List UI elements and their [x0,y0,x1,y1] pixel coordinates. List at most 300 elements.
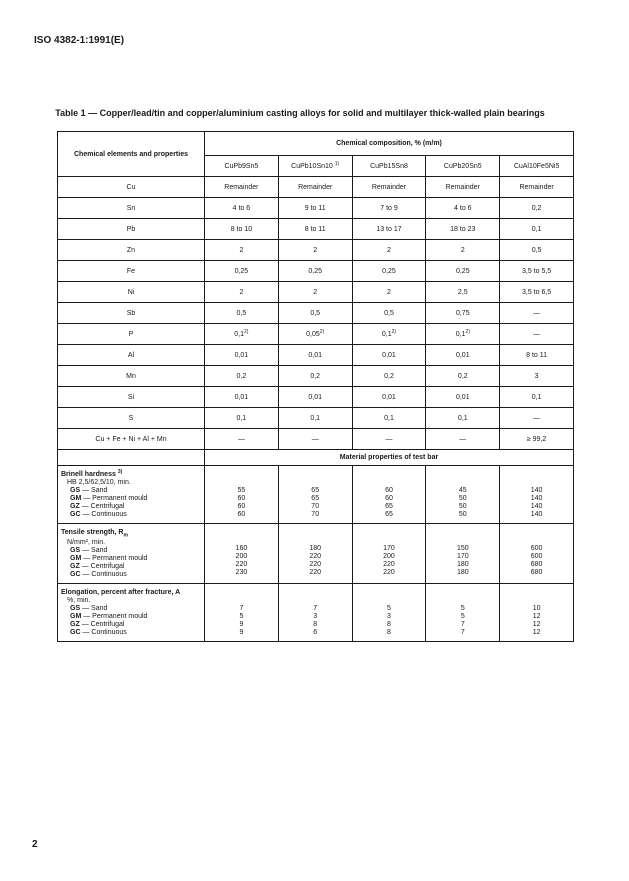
property-title [61,589,204,597]
composition-value: 0,01 [234,393,249,401]
casting-code: GC [70,571,81,579]
composition-cell [426,408,500,429]
composition-cell [205,282,279,303]
composition-cell [278,387,352,408]
property-values-cell [205,466,279,524]
casting-code: GZ [70,503,80,510]
composition-value: 0,05 [306,330,320,338]
casting-method [61,571,204,579]
casting-code: GZ [70,621,80,629]
element-name: Si [58,387,205,408]
composition-value: 0,01 [382,351,396,359]
property-value: 140 [530,495,543,502]
page-number: 2 [32,839,38,850]
property-value: 8 [387,621,391,629]
property-values-cell [500,584,574,642]
composition-cell [426,303,500,324]
element-row [58,219,574,240]
property-value: 5 [460,605,465,613]
element-name: Ni [58,282,205,303]
casting-code: GZ [70,563,80,571]
composition-cell [205,177,279,198]
property-value: 230 [235,569,248,576]
property-footnote-ref: 3) [117,469,123,475]
property-subtitle: %, min. [67,597,91,605]
composition-cell [426,387,500,408]
casting-desc: — Sand [82,605,108,613]
composition-value: 2 [313,288,318,296]
composition-cell [500,240,574,261]
document-header: ISO 4382-1:1991(E) [34,35,125,46]
casting-method [61,563,204,571]
casting-method [61,621,204,629]
alloy-name-cell [278,156,352,177]
composition-cell [352,345,426,366]
property-value: 50 [458,495,467,502]
property-value: 9 [239,629,244,637]
alloy-name: CuPb20Sn5 [426,156,500,177]
property-value: 60 [237,503,246,510]
element-name: Pb [58,219,205,240]
composition-value: 4 to 6 [232,204,251,212]
property-value: 220 [383,569,395,576]
element-name: Fe [58,261,205,282]
alloy-table [57,131,574,642]
element-row [58,387,574,408]
property-value: 8 [313,621,318,629]
element-row [58,345,574,366]
composition-cell [500,324,574,345]
composition-value: Remainder [224,183,259,191]
composition-value: 0,1 [531,225,542,233]
property-values-cell [500,524,574,584]
composition-value: 0,25 [308,267,322,275]
alloy-name: CuPb15Sn8 [352,156,426,177]
composition-cell [205,303,279,324]
composition-cell [352,303,426,324]
composition-cell [352,408,426,429]
composition-cell [500,408,574,429]
property-value: 8 [387,629,391,637]
composition-cell [278,303,352,324]
composition-value: Remainder [371,183,407,191]
property-value: 50 [458,511,467,518]
composition-cell [500,177,574,198]
composition-cell [352,387,426,408]
property-value: 5 [460,613,465,621]
alloy-footnote-ref: 1) [334,160,340,167]
casting-method [61,547,204,555]
property-value: 50 [458,503,467,510]
composition-cell [500,282,574,303]
composition-value: 0,01 [234,351,249,359]
property-value: 70 [311,503,320,510]
composition-cell [278,240,352,261]
property-title-text: Tensile strength, R [61,529,124,536]
casting-desc: — Permanent mould [83,495,148,502]
composition-cell [278,324,352,345]
property-value: 160 [235,545,248,552]
property-value: 3 [313,613,318,621]
casting-desc: — Sand [82,487,108,494]
composition-value: 2,5 [457,288,468,296]
composition-value: 0,1 [531,393,542,401]
casting-method [61,503,204,511]
property-title [61,471,204,479]
composition-cell [205,366,279,387]
alloy-name: CuPb10Sn10 [291,162,333,170]
composition-cell [205,345,279,366]
property-value: 180 [309,545,322,552]
property-value: 60 [385,487,393,494]
composition-cell [500,261,574,282]
composition-cell [352,177,426,198]
element-name: Sn [58,198,205,219]
composition-cell [500,198,574,219]
property-value: 9 [239,621,244,629]
composition-value: 0,1 [234,330,245,338]
composition-cell [426,324,500,345]
composition-value: 0,5 [384,309,394,317]
element-row [58,324,574,345]
casting-code: GM [70,613,82,621]
property-values-cell [205,584,279,642]
composition-cell [352,219,426,240]
composition-value: 0,1 [310,414,321,422]
element-row [58,303,574,324]
property-value: 140 [530,511,543,518]
casting-desc: — Centrifugal [81,621,125,629]
composition-value: — [311,435,319,443]
casting-code: GM [70,555,82,563]
composition-cell [426,198,500,219]
composition-value: — [459,435,467,443]
composition-value: 0,2 [457,372,468,380]
composition-value: Remainder [445,183,480,191]
composition-value: Remainder [298,183,333,191]
casting-code: GC [70,629,81,637]
property-section [58,524,574,584]
property-value: 12 [532,613,541,621]
composition-value: 3 [534,372,539,380]
casting-method [61,613,204,621]
casting-desc: — Continuous [82,629,127,637]
property-value: 220 [309,569,322,576]
p-footnote-ref: 2) [244,328,249,335]
property-label-cell [58,584,205,642]
property-value: 7 [460,629,465,637]
element-row [58,240,574,261]
property-value: 10 [532,605,541,613]
composition-cell [278,177,352,198]
composition-value: 4 to 6 [454,204,472,212]
property-values-cell [278,584,352,642]
composition-cell [426,429,500,450]
composition-cell [500,219,574,240]
element-row [58,261,574,282]
composition-cell [426,282,500,303]
casting-method [61,605,204,613]
property-value: 5 [239,613,244,621]
composition-value: 8 to 11 [526,351,548,359]
property-value: 220 [383,561,395,568]
property-value: 220 [309,553,322,560]
composition-cell [500,387,574,408]
composition-cell [205,429,279,450]
property-values-cell [352,466,426,524]
composition-value: 0,25 [455,267,470,275]
composition-value: 0,01 [382,393,396,401]
composition-value: 0,25 [382,267,396,275]
composition-value: 7 to 9 [380,204,398,212]
property-value: 5 [387,605,391,613]
composition-value: 18 to 23 [450,225,476,233]
element-name: Sb [58,303,205,324]
property-value: 600 [530,553,543,560]
composition-cell [500,303,574,324]
property-value: 150 [456,545,469,552]
property-values-cell [278,524,352,584]
property-values-cell [500,466,574,524]
element-row [58,282,574,303]
property-value: 180 [456,561,469,568]
composition-cell [352,324,426,345]
composition-cell [426,177,500,198]
property-title-subscript: m [123,532,128,539]
composition-cell [500,366,574,387]
property-subtitle: N/mm², min. [67,539,106,547]
chem-header-text: Chemical composition, % (m/m) [336,140,442,147]
composition-value: 0,01 [455,351,470,359]
composition-value: 2 [460,246,465,254]
property-value: 60 [237,511,246,518]
casting-code: GC [70,511,81,518]
composition-cell [205,219,279,240]
casting-desc: — Permanent mould [83,555,148,563]
composition-cell [426,219,500,240]
property-value: 65 [385,511,393,518]
property-value: 200 [235,553,248,560]
property-value: 12 [532,629,541,637]
composition-cell [278,429,352,450]
casting-desc: — Permanent mould [83,613,148,621]
composition-value: 0,1 [457,414,468,422]
property-label-cell [58,466,205,524]
property-value: 180 [456,569,469,576]
property-title [61,529,204,539]
property-value: 200 [383,553,395,560]
composition-cell [426,345,500,366]
composition-value: 2 [313,246,318,254]
property-value: 600 [530,545,543,552]
casting-method [61,487,204,495]
composition-cell [352,198,426,219]
composition-value: 0,2 [236,372,247,380]
composition-value: 8 to 10 [230,225,253,233]
composition-value: 0,75 [455,309,470,317]
element-name: Cu + Fe + Ni + Al + Mn [58,429,205,450]
property-values-cell [278,466,352,524]
composition-value: 0,1 [236,414,247,422]
property-value: 7 [239,605,244,613]
composition-cell [278,261,352,282]
composition-cell [278,219,352,240]
casting-code: GM [70,495,82,502]
property-section [58,466,574,524]
property-label-cell [58,524,205,584]
composition-value: 0,2 [531,204,542,212]
composition-cell [426,240,500,261]
casting-desc: — Continuous [82,571,127,579]
property-value: 60 [237,495,246,502]
property-values-cell [352,584,426,642]
composition-value: — [533,309,541,317]
property-value: 7 [460,621,465,629]
property-value: 45 [458,487,467,494]
property-value: 60 [385,495,393,502]
composition-cell [205,240,279,261]
composition-cell [205,324,279,345]
casting-code: GS [70,605,81,613]
property-values-cell [426,584,500,642]
property-values-cell [426,524,500,584]
composition-cell [278,198,352,219]
element-name: Al [58,345,205,366]
element-name: S [58,408,205,429]
composition-cell [278,366,352,387]
composition-value: 0,1 [384,414,394,422]
composition-cell [278,345,352,366]
composition-value: 13 to 17 [376,225,402,233]
composition-cell [205,408,279,429]
material-header-blank [58,450,205,466]
element-name: Mn [58,366,205,387]
property-value: 65 [311,495,320,502]
property-value: 170 [456,553,469,560]
composition-value: 2 [239,288,244,296]
composition-value: 0,5 [236,309,247,317]
composition-value: 9 to 11 [304,204,326,212]
composition-cell [500,429,574,450]
property-value: 3 [387,613,391,621]
property-value: 680 [530,561,543,568]
composition-cell [426,366,500,387]
composition-value: 0,5 [531,246,542,254]
composition-value: — [533,414,541,422]
property-value: 220 [309,561,322,568]
property-value: 70 [311,511,320,518]
composition-value: 0,01 [455,393,470,401]
composition-value: 2 [387,246,391,254]
property-value: 12 [532,621,541,629]
casting-method [61,629,204,637]
element-row [58,177,574,198]
composition-value: 3,5 to 6,5 [521,288,552,296]
table-caption: Table 1 — Copper/lead/tin and copper/aluminium casting alloys for solid and multilayer thick-walled plain bearings [55,108,545,118]
casting-desc: — Continuous [82,511,127,518]
element-name: Cu [58,177,205,198]
property-section [58,584,574,642]
property-subtitle: HB 2,5/62,5/10, min. [67,479,131,486]
composition-cell [500,345,574,366]
composition-value: 0,1 [381,330,392,338]
composition-cell [352,261,426,282]
composition-value: — [237,435,245,443]
composition-cell [278,282,352,303]
element-row [58,408,574,429]
composition-value: 0,01 [308,351,322,359]
casting-desc: — Centrifugal [81,563,125,571]
composition-cell [205,198,279,219]
composition-cell [426,261,500,282]
composition-cell [205,387,279,408]
p-footnote-ref: 2) [465,328,470,335]
composition-value: 3,5 to 5,5 [521,267,552,275]
property-title-text: Brinell hardness [61,471,116,478]
casting-desc: — Centrifugal [81,503,125,510]
composition-cell [352,282,426,303]
property-value: 140 [530,487,543,494]
casting-desc: — Sand [82,547,108,555]
chem-header [205,132,574,156]
composition-value: ≥ 99,2 [526,435,547,443]
composition-cell [352,366,426,387]
composition-value: 2 [387,288,391,296]
property-value: 170 [383,545,395,552]
property-title-text: Elongation, percent after fracture, A [61,589,181,597]
property-value: 7 [313,605,318,613]
composition-value: 2 [239,246,244,254]
composition-cell [352,240,426,261]
material-header: Material properties of test bar [205,450,574,466]
property-values-cell [352,524,426,584]
element-name: P [58,324,205,345]
element-name: Zn [58,240,205,261]
element-row [58,429,574,450]
col0-header: Chemical elements and properties [58,132,205,177]
composition-value: 0,2 [384,372,394,380]
composition-value: 8 to 11 [304,225,326,233]
property-value: 65 [311,487,320,494]
casting-code: GS [70,487,81,494]
p-footnote-ref: 2) [319,328,325,335]
p-footnote-ref: 2) [391,328,397,335]
element-row [58,198,574,219]
property-value: 55 [237,487,246,494]
property-value: 65 [385,503,393,510]
casting-method [61,555,204,563]
property-value: 6 [313,629,318,637]
alloy-name: CuAl10Fe5Ni5 [500,156,574,177]
casting-code: GS [70,547,81,555]
property-value: 680 [530,569,543,576]
element-row [58,366,574,387]
property-value: 140 [530,503,543,510]
material-header-row [58,450,574,466]
composition-value: — [385,435,393,443]
composition-value: 0,1 [455,330,466,338]
composition-value: 0,2 [310,372,321,380]
composition-value: 0,5 [310,309,321,317]
composition-cell [278,408,352,429]
composition-value: 0,01 [308,393,322,401]
casting-method [61,511,204,519]
property-value: 220 [235,561,248,568]
composition-value: 0,25 [234,267,249,275]
composition-cell [205,261,279,282]
property-values-cell [205,524,279,584]
composition-cell [352,429,426,450]
